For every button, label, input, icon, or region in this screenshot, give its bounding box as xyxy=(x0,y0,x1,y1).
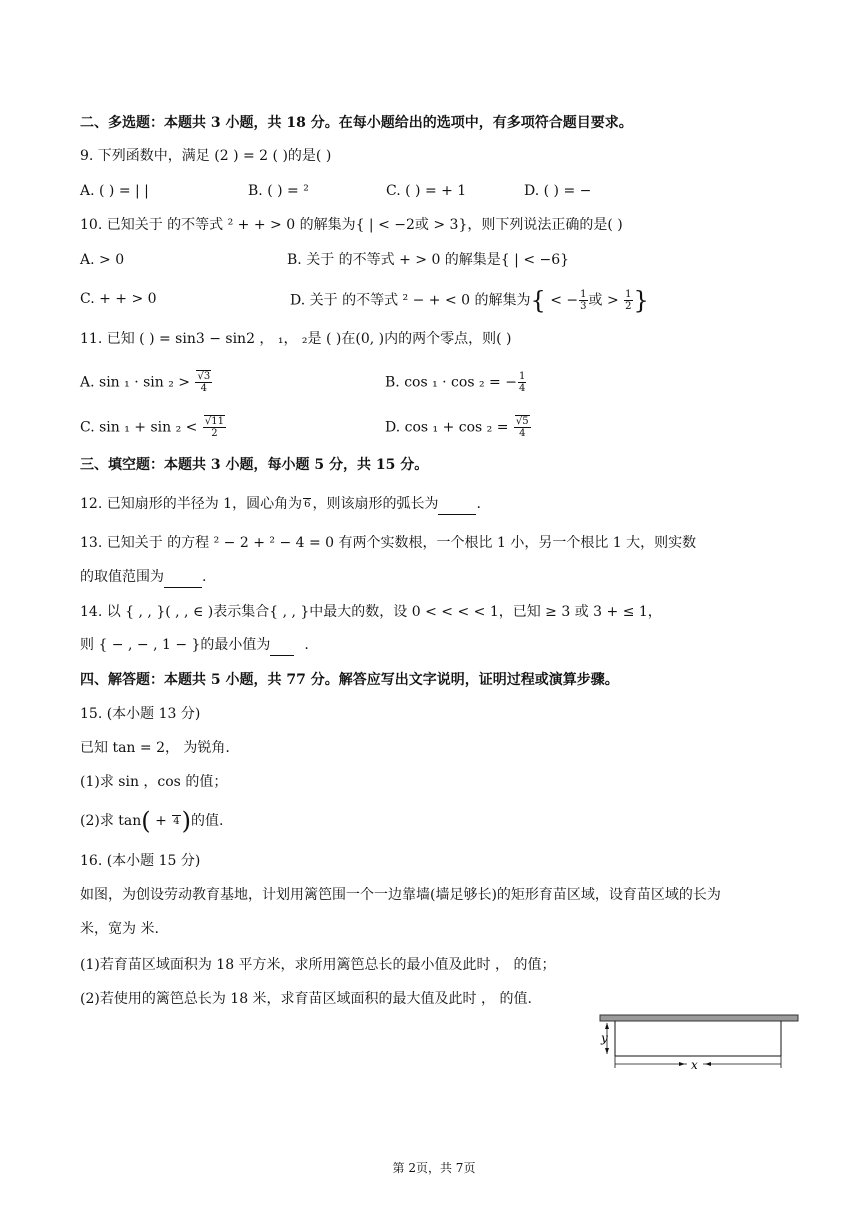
fraction xyxy=(172,815,180,827)
y-arrow-down xyxy=(605,1048,609,1054)
q15-part1: (1)求 sin ，cos 的值； xyxy=(80,774,228,790)
q11-a-text: A. sin ₁ · sin ₂ > xyxy=(80,374,195,391)
q10-d-prefix: D. 关于 的不等式 ² − + < 0 的解集为 xyxy=(290,292,531,309)
q12-text xyxy=(80,494,481,515)
fraction xyxy=(518,371,526,394)
q10-option-d xyxy=(290,286,649,315)
fraction-numerator xyxy=(203,416,226,428)
q11-option-c xyxy=(80,416,227,439)
fraction-denominator: 4 xyxy=(519,428,526,439)
q11-option-b xyxy=(385,371,527,394)
sqrt: √3 xyxy=(197,371,211,382)
answer-blank xyxy=(438,494,476,515)
answer-blank xyxy=(164,567,202,588)
q11-c-text: C. sin ₁ + sin ₂ < xyxy=(80,419,202,436)
q11-d-text: D. cos ₁ + cos ₂ = xyxy=(385,419,513,436)
x-label: x xyxy=(691,1058,698,1072)
fraction-denominator: 2 xyxy=(211,428,218,439)
q13-line2 xyxy=(80,567,206,588)
answer-blank xyxy=(270,635,294,656)
page-footer: 第 2页，共 7页 xyxy=(392,1161,476,1175)
brace-left: { xyxy=(530,286,546,315)
q11-stem: 11. 已知 ( ) = sin3 − sin2 ， ₁， ₂是 ( )在(0, )内的两个零点，则( ) xyxy=(80,331,512,347)
paren-left: ( xyxy=(141,807,151,835)
fence-diagram xyxy=(598,1012,800,1074)
fraction xyxy=(195,371,212,394)
fraction-denominator: 3 xyxy=(580,301,587,312)
q9-option-d: D. ( ) = − xyxy=(524,183,592,199)
q15-p2-pre: (2)求 tan xyxy=(80,813,142,829)
sqrt: √11 xyxy=(204,416,224,427)
q11-option-a xyxy=(80,371,213,394)
q12-pre: 12. 已知扇形的半径为 1，圆心角为 xyxy=(80,496,303,512)
q11-b-text: B. cos ₁ · cos ₂ = − xyxy=(385,374,517,391)
q15-head: 15. (本小题 13 分) xyxy=(80,706,201,722)
q15-part2 xyxy=(80,807,224,835)
q12-post: ，则该扇形的弧长为 xyxy=(312,496,439,512)
paren-right: ) xyxy=(181,807,192,835)
fraction xyxy=(624,289,632,312)
fraction xyxy=(514,416,531,439)
q13-end: . xyxy=(202,569,207,585)
q10-option-c: C. + + > 0 xyxy=(80,291,157,307)
section-4-title: 四、解答题：本题共 5 小题，共 77 分。解答应写出文字说明，证明过程或演算步骤。 xyxy=(80,672,619,688)
q10-d-mid2: 或 > xyxy=(588,292,624,309)
fraction-denominator: 6 xyxy=(304,499,311,510)
fraction-denominator: 4 xyxy=(200,383,208,394)
fraction-numerator: 1 xyxy=(625,289,632,300)
fraction-numerator: 1 xyxy=(580,289,587,300)
q10-option-a: A. > 0 xyxy=(80,252,125,268)
q13-line2-text: 的取值范围为 xyxy=(80,569,164,585)
q9-option-c: C. ( ) = + 1 xyxy=(386,183,467,199)
fraction xyxy=(203,416,226,439)
q10-option-b: B. 关于 的不等式 + > 0 的解集是{ | < −6} xyxy=(287,252,570,268)
q15-given: 已知 tan = 2， 为锐角. xyxy=(80,740,230,756)
x-arrow-left xyxy=(679,1062,685,1066)
fraction-denominator: 4 xyxy=(518,383,526,394)
q12-end: . xyxy=(476,496,481,512)
q14-line2-text: 则 { − , − , 1 − }的最小值为 xyxy=(80,637,271,653)
q9-option-a: A. ( ) = | | xyxy=(80,183,149,199)
q15-p2-mid: + xyxy=(150,813,172,829)
sqrt: √5 xyxy=(515,416,529,427)
q10-d-mid1: < − xyxy=(545,292,579,309)
fraction-numerator xyxy=(514,416,531,428)
section-2-title: 二、多选题：本题共 3 小题，共 18 分。在每小题给出的选项中，有多项符合题目要求。 xyxy=(80,115,633,131)
wall xyxy=(600,1015,798,1021)
q9-option-b: B. ( ) = ² xyxy=(248,183,309,199)
q14-line2 xyxy=(80,635,309,656)
q15-p2-post: 的值. xyxy=(191,813,224,829)
q16-line2: 米，宽为 米. xyxy=(80,921,159,937)
fraction-denominator: 2 xyxy=(625,301,632,312)
q16-part2: (2)若使用的篱笆总长为 18 米，求育苗区域面积的最大值及此时 ， 的值. xyxy=(80,991,532,1007)
q10-stem: 10. 已知关于 的不等式 ² + + > 0 的解集为{ | < −2或 > 3}，则下列说法正确的是( ) xyxy=(80,217,623,233)
fraction xyxy=(579,289,587,312)
q13-line1: 13. 已知关于 的方程 ² − 2 + ² − 4 = 0 有两个实数根，一个根比 1 小，另一个根比 1 大，则实数 xyxy=(80,535,697,551)
x-arrow-right xyxy=(705,1062,711,1066)
y-label: y xyxy=(601,1031,608,1045)
q14-line1: 14. 以 { , , }( , , ∈ )表示集合{ , , }中最大的数，设 0 < < < < 1，已知 ≥ 3 或 3 + ≤ 1， xyxy=(80,604,662,620)
q14-end: . xyxy=(304,637,309,653)
q16-part1: (1)若育苗区域面积为 18 平方米，求所用篱笆总长的最小值及此时 ， 的值； xyxy=(80,957,556,973)
q9-stem: 9. 下列函数中，满足 (2 ) = 2 ( )的是( ) xyxy=(80,148,332,164)
fraction xyxy=(303,498,311,510)
q11-option-d xyxy=(385,416,532,439)
section-3-title: 三、填空题：本题共 3 小题，每小题 5 分，共 15 分。 xyxy=(80,457,429,473)
fraction-denominator: 4 xyxy=(173,816,180,827)
fraction-numerator: 1 xyxy=(518,371,526,382)
y-arrow-up xyxy=(605,1023,609,1029)
brace-right: } xyxy=(633,286,649,315)
q16-line1: 如图，为创设劳动教育基地，计划用篱笆围一个一边靠墙(墙足够长)的矩形育苗区域，设育苗区域的长为 xyxy=(80,887,721,903)
fraction-numerator xyxy=(195,371,212,383)
q16-head: 16. (本小题 15 分) xyxy=(80,853,201,869)
